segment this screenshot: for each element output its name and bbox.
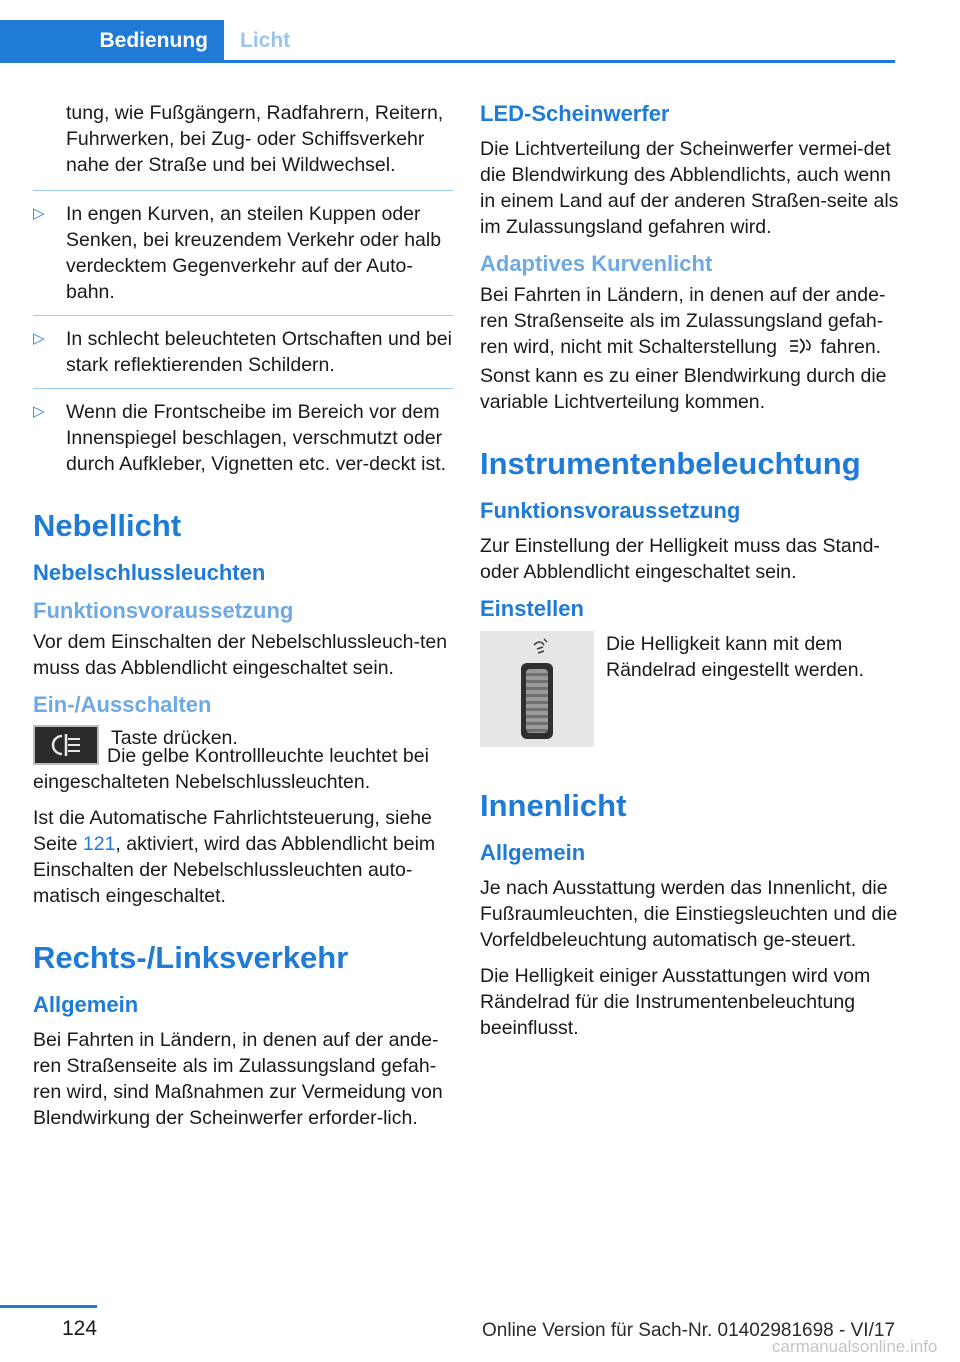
header-divider xyxy=(0,60,895,63)
paragraph-gelbe-text xyxy=(33,743,453,795)
section-title-rechts-linksverkehr: Rechts-/Linksverkehr xyxy=(33,940,349,975)
subsection-title-allgemein: Allgemein xyxy=(480,840,586,865)
auto-text-pre: Ist die Automatische Fahrlichtsteuerung, siehe Seite xyxy=(33,807,432,855)
paragraph: Bei Fahrten in Ländern, in denen auf der ande-ren Straßenseite als im Zulassungsland gefah-ren wird, sind Maßnahmen zur Vermeidung von Blendwirkung der Scheinwerfer erforder-lich. xyxy=(33,1029,443,1129)
list-item-text: In schlecht beleuchteten Ortschaften und bei stark reflektierenden Schildern. xyxy=(66,328,452,376)
heading-ein-ausschalten: Ein-/Ausschalten xyxy=(33,692,212,717)
section-tab-licht[interactable]: Licht xyxy=(240,29,291,52)
adaptive-headlight-icon xyxy=(788,336,814,363)
bullet-divider xyxy=(33,190,453,191)
watermark: carmanualsonline.info xyxy=(772,1337,938,1356)
paragraph: Je nach Ausstattung werden das Innenlicht, die Fußraumleuchten, die Einstiegsleuchten und die Vorfeldbeleuchtung automatisch ge-steuert. xyxy=(480,877,898,951)
gelbe-text: Die gelbe Kontrollleuchte leuchtet bei eingeschalteten Nebelschlussleuchten. xyxy=(33,745,429,793)
section-title-nebellicht: Nebellicht xyxy=(33,508,182,543)
auto-text-post: , aktiviert, wird das Abblendlicht beim Einschalten der Nebelschlussleuchten auto-matisch eingeschaltet. xyxy=(33,833,436,907)
continued-text: tung, wie Fußgängern, Radfahrern, Reitern, Fuhrwerken, bei Zug- oder Schiffsverkehr nahe der Straße und bei Wildwechsel. xyxy=(66,102,444,176)
paragraph-adaptiv xyxy=(480,282,900,415)
section-title-innenlicht: Innenlicht xyxy=(480,788,627,823)
section-title-instrumentenbeleuchtung: Instrumentenbeleuchtung xyxy=(480,446,861,481)
dial-body xyxy=(521,663,553,739)
section-tab-bedienung[interactable]: Bedienung xyxy=(0,20,224,62)
bullet-triangle-icon: ▷ xyxy=(33,205,45,222)
paragraph-auto xyxy=(33,805,453,909)
list-item-text: Wenn die Frontscheibe im Bereich vor dem Innenspiegel beschlagen, verschmutzt oder durch Aufkleber, Vignetten etc. ver-deckt ist. xyxy=(66,401,447,475)
page-link[interactable]: 121 xyxy=(82,833,116,855)
heading-adaptives-kurvenlicht: Adaptives Kurvenlicht xyxy=(480,251,713,276)
list-item xyxy=(33,201,453,305)
subsection-title-allgemein: Allgemein xyxy=(33,992,139,1017)
dial-face xyxy=(526,669,548,733)
page-header xyxy=(0,0,960,66)
adaptiv-text-post: fahren. Sonst kann es zu einer Blendwirkung durch die variable Lichtverteilung kommen. xyxy=(480,336,887,413)
paragraph: Die Helligkeit einiger Ausstattungen wird vom Rändelrad für die Instrumentenbeleuchtung beeinflusst. xyxy=(480,965,871,1039)
left-column xyxy=(33,100,453,1141)
right-column xyxy=(480,100,900,1051)
bullet-triangle-icon: ▷ xyxy=(33,330,45,347)
paragraph: Die Lichtverteilung der Scheinwerfer vermei-det die Blendwirkung des Abblendlichts, auch wenn in einem Land auf der anderen Straßen-seite als im Zulassungsland gefahren wird. xyxy=(480,138,899,238)
bullet-list xyxy=(33,201,453,477)
heading-led-scheinwerfer: LED-Scheinwerfer xyxy=(480,101,670,126)
subsection-title-einstellen: Einstellen xyxy=(480,596,584,621)
adaptiv-text-pre: Bei Fahrten in Ländern, in denen auf der ande-ren Straßenseite als im Zulassungsland gefah-ren wird, nicht mit Schalterstellung xyxy=(480,284,886,358)
footer-divider xyxy=(0,1305,97,1308)
heading-funktionsvoraussetzung: Funktionsvoraussetzung xyxy=(33,598,294,623)
paragraph: Vor dem Einschalten der Nebelschlussleuch-ten muss das Abblendlicht eingeschaltet sein. xyxy=(33,631,448,679)
instruction-taste: Taste drücken. xyxy=(111,727,238,749)
bullet-triangle-icon: ▷ xyxy=(33,403,45,420)
online-version-note: Online Version für Sach-Nr. 01402981698 - VI/17 xyxy=(482,1320,895,1341)
list-item-text: In engen Kurven, an steilen Kuppen oder Senken, bei kreuzendem Verkehr oder halb verdecktem Gegenverkehr auf der Auto-bahn. xyxy=(66,203,442,303)
subsection-title-funktionsvoraussetzung: Funktionsvoraussetzung xyxy=(480,498,741,523)
page-number: 124 xyxy=(62,1317,98,1340)
bullet-divider xyxy=(33,315,453,316)
list-item xyxy=(33,399,453,477)
thumbwheel-icon xyxy=(480,631,594,747)
paragraph-einstellen: Die Helligkeit kann mit dem Rändelrad eingestellt werden. xyxy=(606,633,864,681)
list-item xyxy=(33,326,453,378)
bullet-divider xyxy=(33,388,453,389)
paragraph: Zur Einstellung der Helligkeit muss das Stand- oder Abblendlicht eingeschaltet sein. xyxy=(480,535,880,583)
subsection-title-nebelschlussleuchten: Nebelschlussleuchten xyxy=(33,560,266,585)
dial-row xyxy=(480,631,900,747)
